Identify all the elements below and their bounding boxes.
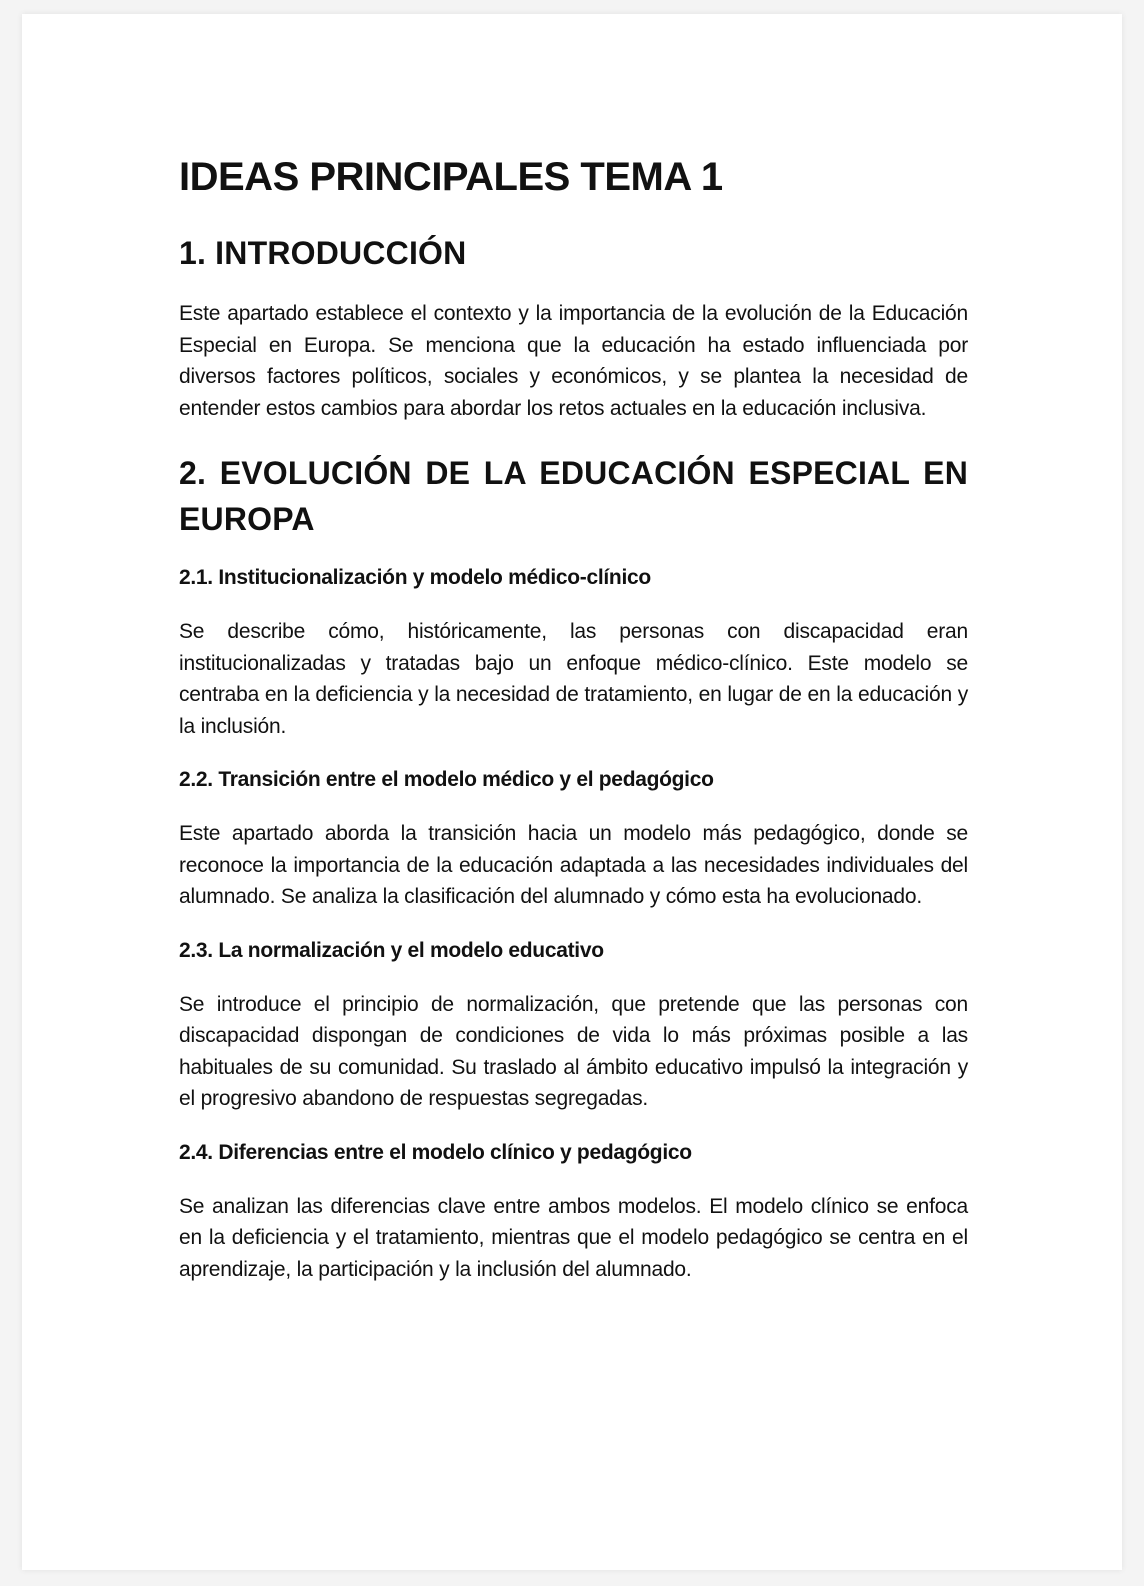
section-paragraph-introduccion: Este apartado establece el contexto y la importancia de la evolución de la Educación Especial en Europa. Se menciona que la educación ha estado influenciada por diversos factores políticos, sociales y económicos, y se plantea la necesidad de entender estos cambios para abordar los retos actuales en la educación inclusiva. [179, 302, 968, 420]
subsection-paragraph-2-3: Se introduce el principio de normalización, que pretende que las personas con discapacidad dispongan de condiciones de vida lo más próximas posible a las habituales de su comunidad. Su traslado al ámbito educativo impulsó la integración y el progresivo abandono de respuestas segregadas. [179, 992, 968, 1110]
section-heading-introduccion: 1. INTRODUCCIÓN [179, 235, 467, 271]
document-page [22, 14, 1122, 1570]
section-heading-evolucion: 2. EVOLUCIÓN DE LA EDUCACIÓN ESPECIAL EN EUROPA [179, 455, 968, 537]
document-title: IDEAS PRINCIPALES TEMA 1 [179, 155, 723, 199]
document-content [179, 154, 968, 1285]
subsection-heading-2-3: 2.3. La normalización y el modelo educativo [179, 938, 604, 962]
subsection-paragraph-2-2: Este apartado aborda la transición hacia un modelo más pedagógico, donde se reconoce la importancia de la educación adaptada a las necesidades individuales del alumnado. Se analiza la clasificación del alumnado y cómo esta ha evolucionado. [179, 822, 968, 908]
subsection-heading-2-4: 2.4. Diferencias entre el modelo clínico y pedagógico [179, 1140, 692, 1164]
subsection-paragraph-2-4: Se analizan las diferencias clave entre ambos modelos. El modelo clínico se enfoca en la deficiencia y el tratamiento, mientras que el modelo pedagógico se centra en el aprendizaje, la participación y la inclusión del alumnado. [179, 1194, 968, 1281]
subsection-paragraph-2-1: Se describe cómo, históricamente, las personas con discapacidad eran institucionalizadas y tratadas bajo un enfoque médico-clínico. Este modelo se centraba en la deficiencia y la necesidad de tratamiento, en lugar de en la educación y la inclusión. [179, 620, 968, 738]
subsection-heading-2-2: 2.2. Transición entre el modelo médico y el pedagógico [179, 768, 714, 791]
subsection-heading-2-1: 2.1. Institucionalización y modelo médico-clínico [179, 566, 651, 589]
